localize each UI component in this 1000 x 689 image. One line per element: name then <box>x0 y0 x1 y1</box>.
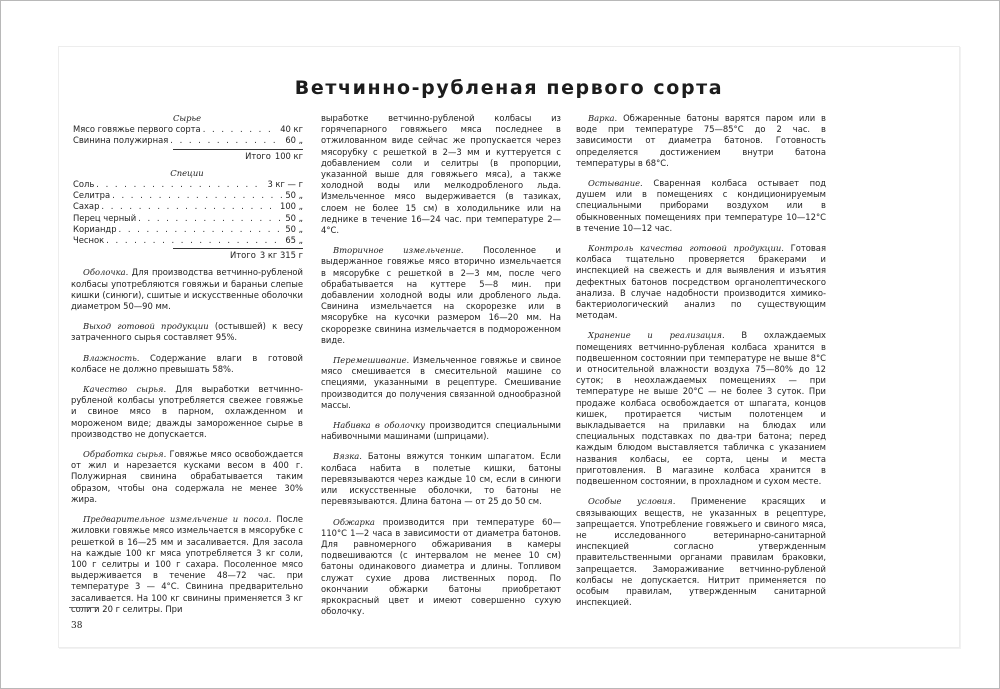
storage-paragraph: Хранение и реализация. В охлаждаемых помещениях ветчинно-рубленая колбаса хранится в подвешенном состоянии при температуре не выше 8°С и относительной влажности воздуха 75—80% до 12 суток; в неохлаждаемых помещениях — при температуре не выше 20°С — не более 3 суток. При продаже колбаса освобождается от шпагата, концов кишек, протирается чистым полотенцем и выкладывается на прилавки на блюдах или специальных подставках по два-три батона; перед каждым блюдом выставляется табличка с указанием названия колбасы, ее сорта, цены и места приготовления. В магазине колбаса хранится в подвешенном состоянии, в прохладном и сухом месте. <box>576 330 827 487</box>
casing-paragraph: Оболочка. Для производства ветчинно-рубленой колбасы употребляются говяжьи и бараньи слепые кишки (синюги), сшитые и искусственные оболочки диаметром 50—90 мм. <box>71 267 303 312</box>
control-paragraph: Контроль качества готовой продукции. Готовая колбаса тщательно проверяется бракерами и инспекцией на свежесть и для выявления и изъятия дефектных батонов посредством органолептического анализа. В случае надобности производится химико-бактериологический анализ по существующим методам. <box>576 243 826 321</box>
yield-paragraph: Выход готовой продукции (остывшей) к весу затраченного сырья составляет 95%. <box>71 321 304 343</box>
column-right <box>576 113 826 617</box>
cooking-paragraph: Варка. Обжаренные батоны варятся паром или в воде при температуре 75—85°С до 2 час. в зависимости от диаметра батонов. Готовность определяется достижением внутри батона температуры в 68°С. <box>576 113 826 168</box>
cooling-paragraph: Остывание. Сваренная колбаса остывает под душем или в помещениях с кондиционируемым специальными приборами воздухом или в обыкновенных помещениях при температуре 10—12°С в течение 10—12 час. <box>576 178 826 233</box>
tying-paragraph: Вязка. Батоны вяжутся тонким шпагатом. Если колбаса набита в полетые кишки, батоны перевязываются через каждые 10 см, если в синюги или искусственные оболочки, то батоны не перевязываются. Длина батона — от 25 до 50 см. <box>321 451 562 507</box>
total-rule <box>173 248 303 249</box>
processing-paragraph: Обработка сырья. Говяжье мясо освобождается от жил и нарезается кусками весом в 400 г. Полужирная свинина обрабатывается таким образом, чтобы она содержала не менее 30% жира. <box>71 449 303 504</box>
mixing-paragraph: Перемешивание. Измельченное говяжье и свиное мясо смешивается в смесительной машине со специями, указанными в рецептуре. Смешивание производится до получения связанной однообразной массы. <box>321 355 561 410</box>
moisture-paragraph: Влажность. Содержание влаги в готовой колбасе не должно превышать 58%. <box>71 352 303 374</box>
column-middle <box>321 113 561 626</box>
roasting-paragraph: Обжарка производится при температуре 60—110°С 1—2 часа в зависимости от диаметра батонов. Для равномерного обжаривания в камеры подвешиваются (с интервалом не менее 10 см) батоны одинакового диаметра и длины. Топливом служат сухие дрова лиственных пород. По окончании обжарки батоны приобретают яркокрасный цвет и имеют совершенно сухую оболочку. <box>321 516 562 617</box>
ingredient-row: Селитра . . . 50 „ <box>71 190 303 201</box>
total-rule <box>173 149 303 150</box>
special-paragraph: Особые условия. Применение красящих и связывающих веществ, не указанных в рецептуре, запрещается. Употребление говяжьего и свиного мяса, не исследованного ветеринарно-санитарной инспекцией согласно утвержденным правительственными органами правилам браковки, запрещается. Замораживание ветчинно-рубленой колбасы не допускается. Нитрит применяется по особым правилам, утвержденным санитарной инспекцией. <box>576 496 826 608</box>
ingredient-row: Чеснок . . . 65 „ <box>71 235 303 246</box>
page-title: Ветчинно-рубленая первого сорта <box>294 77 724 99</box>
secondary-paragraph: Вторичное измельчение. Посоленное и выдержанное говяжье мясо вторично измельчается в мясорубке с решеткой в 2—3 мм, после чего обрабатывается на куттере 5—8 мин. при добавлении холодной воды или дробленого льда. Свинина измельчается на скорорезке или в мясорубке на кусочки размером 16—20 мм. На скорорезке свинина измельчается в подмороженном виде. <box>321 245 561 345</box>
page-number-rule <box>69 607 99 608</box>
book-page <box>58 46 960 648</box>
pre-grinding-paragraph: Предварительное измельчение и посол. После жиловки говяжье мясо измельчается в мясорубке с решеткой в 16—25 мм и засаливается. Для засола на каждые 100 кг мяса употребляется 3 кг соли, 100 г селитры и 100 г сахара. Посоленное мясо выдерживается в течение 48—72 час. при температуре 3 — 4°С. Свинина предварительно засаливается. На 100 кг свинины применяется 3 кг соли и 20 г селитры. При <box>71 514 303 614</box>
column-left <box>71 113 303 624</box>
stuffing-paragraph: Набивка в оболочку производится специальными набивочными машинами (шприцами). <box>321 420 561 442</box>
ingredient-row: Соль . . . 3 кг — г <box>71 179 303 190</box>
ingredient-row: Сахар . . . 100 „ <box>71 201 303 212</box>
page-number: 38 <box>71 621 83 631</box>
raw-heading: Сырье <box>172 113 202 123</box>
raw-total: Итого 100 кг <box>245 150 303 161</box>
quality-paragraph: Качество сырья. Для выработки ветчинно-рубленой колбасы употребляется свежее говяжье и свиное мясо в парном, охлажденном и мороженом виде; дважды замороженное сырье в производство не допускается. <box>71 384 303 439</box>
ingredient-row: Мясо говяжье первого сорта . . . 40 кг <box>71 124 303 135</box>
pre-grinding-continued: выработке ветчинно-рубленой колбасы из горячепарного говяжьего мяса последнее в отжилованном виде сейчас же пропускается через мясорубку с решеткой в 2—3 мм и куттеруется с добавлением соли и селитры (в пропорции, указанной выше для говяжьего мяса), а также холодной воды или мелкодробленого льда. Измельченное мясо выдерживается (в тазиках, слоем не более 15 см) в холодильнике или на леднике в течение 16—24 час. при температуре 2—4°С. <box>321 113 561 236</box>
ingredient-row: Перец черный . . . 50 „ <box>71 213 303 224</box>
ingredient-row: Свинина полужирная . . . 60 „ <box>71 135 303 146</box>
ingredient-row: Кориандр . . . 50 „ <box>71 224 303 235</box>
spices-total: Итого 3 кг 315 г <box>230 250 303 261</box>
spices-heading: Специи <box>170 167 204 178</box>
